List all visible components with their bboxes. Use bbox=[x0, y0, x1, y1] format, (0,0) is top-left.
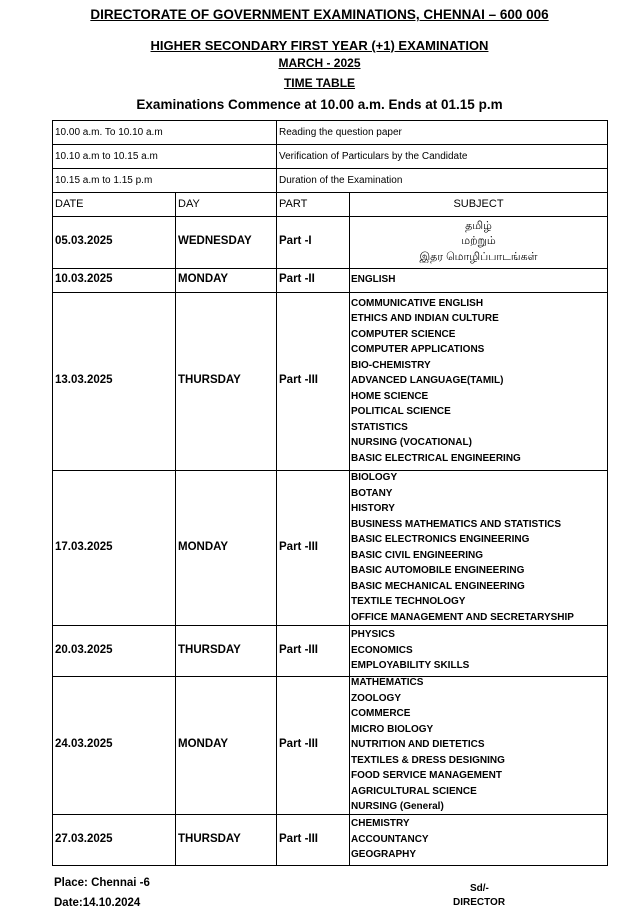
subject-item: POLITICAL SCIENCE bbox=[351, 406, 451, 418]
subject-item: இதர மொழிப்பாடங்கள் bbox=[419, 250, 538, 263]
subject-item: COMPUTER SCIENCE bbox=[351, 328, 456, 340]
subject-item: COMPUTER APPLICATIONS bbox=[351, 344, 485, 356]
subject-item: BASIC AUTOMOBILE ENGINEERING bbox=[351, 565, 525, 576]
exam-date: 20.03.2025 bbox=[55, 643, 113, 656]
subject-item: BUSINESS MATHEMATICS AND STATISTICS bbox=[351, 518, 561, 530]
exam-date: 13.03.2025 bbox=[55, 374, 113, 386]
table-rule bbox=[52, 865, 608, 866]
exam-part: Part -III bbox=[279, 643, 318, 656]
schedule-time: 10.00 a.m. To 10.10 a.m bbox=[55, 127, 163, 138]
table-rule bbox=[349, 192, 350, 865]
subject-item: MATHEMATICS bbox=[351, 677, 424, 689]
subject-item: ACCOUNTANCY bbox=[351, 833, 429, 845]
subject-item: TEXTILES & DRESS DESIGNING bbox=[351, 754, 505, 766]
exam-day: MONDAY bbox=[178, 273, 229, 285]
table-rule bbox=[175, 192, 176, 865]
subject-item: HISTORY bbox=[351, 503, 395, 514]
subject-item: PHYSICS bbox=[351, 629, 395, 641]
table-rule bbox=[52, 625, 608, 626]
subject-item: BOTANY bbox=[351, 487, 393, 499]
schedule-time: 10.15 a.m to 1.15 p.m bbox=[55, 175, 153, 186]
exam-day: WEDNESDAY bbox=[178, 235, 252, 247]
exam-date: 24.03.2025 bbox=[55, 738, 113, 750]
subject-item: COMMERCE bbox=[351, 708, 411, 720]
subject-item: MICRO BIOLOGY bbox=[351, 723, 434, 735]
date-label: Date:14.10.2024 bbox=[54, 897, 141, 909]
signature-sd: Sd/- bbox=[470, 883, 489, 894]
column-header-subject: SUBJECT bbox=[453, 198, 504, 210]
subject-item: BIOLOGY bbox=[351, 472, 398, 483]
exam-date: 17.03.2025 bbox=[55, 540, 113, 553]
table-rule bbox=[52, 120, 608, 121]
table-rule bbox=[52, 192, 608, 193]
column-header-date: DATE bbox=[55, 198, 84, 210]
table-rule bbox=[52, 676, 608, 677]
subject-item: ZOOLOGY bbox=[351, 692, 401, 704]
subject-item: ENGLISH bbox=[351, 274, 396, 286]
subject-item: BASIC ELECTRICAL ENGINEERING bbox=[351, 452, 521, 464]
subject-item: BASIC CIVIL ENGINEERING bbox=[351, 549, 484, 561]
subject-item: ETHICS AND INDIAN CULTURE bbox=[351, 313, 499, 325]
table-rule bbox=[52, 268, 608, 269]
exam-part: Part -I bbox=[279, 235, 312, 247]
subject-item: COMMUNICATIVE ENGLISH bbox=[351, 297, 484, 309]
table-rule bbox=[52, 144, 608, 145]
timetable bbox=[52, 120, 608, 865]
table-rule bbox=[52, 168, 608, 169]
exam-part: Part -III bbox=[279, 738, 318, 750]
exam-date: 27.03.2025 bbox=[55, 832, 113, 845]
exam-day: MONDAY bbox=[178, 540, 229, 553]
subject-item: STATISTICS bbox=[351, 421, 408, 433]
subject-item: CHEMISTRY bbox=[351, 818, 410, 830]
exam-day: THURSDAY bbox=[178, 643, 241, 656]
subject-item: NURSING (General) bbox=[351, 801, 444, 813]
schedule-activity: Verification of Particulars by the Candidate bbox=[279, 151, 468, 162]
subject-item: FOOD SERVICE MANAGEMENT bbox=[351, 770, 502, 782]
subject-item: தமிழ் bbox=[465, 219, 492, 232]
column-header-part: PART bbox=[279, 198, 308, 210]
exam-part: Part -III bbox=[279, 374, 318, 386]
exam-part: Part -III bbox=[279, 832, 318, 845]
subject-item: AGRICULTURAL SCIENCE bbox=[351, 785, 477, 797]
exam-day: THURSDAY bbox=[178, 832, 241, 845]
subject-item: ADVANCED LANGUAGE(TAMIL) bbox=[351, 375, 504, 387]
table-rule bbox=[52, 292, 608, 293]
subject-item: GEOGRAPHY bbox=[351, 849, 417, 861]
table-rule bbox=[52, 120, 53, 865]
subject-item: HOME SCIENCE bbox=[351, 390, 429, 402]
table-rule bbox=[52, 216, 608, 217]
subject-item: TEXTILE TECHNOLOGY bbox=[351, 596, 466, 607]
exam-part: Part -III bbox=[279, 540, 318, 553]
table-rule bbox=[52, 470, 608, 471]
subject-item: OFFICE MANAGEMENT AND SECRETARYSHIP bbox=[351, 611, 574, 623]
schedule-activity: Reading the question paper bbox=[279, 127, 402, 138]
subject-item: NUTRITION AND DIETETICS bbox=[351, 739, 485, 751]
place-label: Place: Chennai -6 bbox=[54, 877, 150, 889]
table-rule bbox=[52, 814, 608, 815]
subject-item: BIO-CHEMISTRY bbox=[351, 359, 431, 371]
schedule-activity: Duration of the Examination bbox=[279, 175, 403, 186]
exam-title: HIGHER SECONDARY FIRST YEAR (+1) EXAMINATION bbox=[150, 38, 489, 53]
director-label: DIRECTOR bbox=[453, 897, 506, 908]
timetable-title: TIME TABLE bbox=[283, 76, 356, 90]
table-rule bbox=[276, 120, 277, 865]
subject-item: NURSING (VOCATIONAL) bbox=[351, 437, 472, 449]
schedule-time: 10.10 a.m to 10.15 a.m bbox=[55, 151, 158, 162]
subject-item: மற்றும் bbox=[461, 235, 496, 248]
subject-item: BASIC ELECTRONICS ENGINEERING bbox=[351, 534, 530, 545]
exam-timing: Examinations Commence at 10.00 a.m. Ends at 01.15 p.m bbox=[136, 97, 503, 112]
subject-item: ECONOMICS bbox=[351, 644, 413, 656]
session-title: MARCH - 2025 bbox=[278, 56, 361, 70]
exam-date: 05.03.2025 bbox=[55, 235, 113, 247]
subject-item: EMPLOYABILITY SKILLS bbox=[351, 660, 470, 672]
exam-day: THURSDAY bbox=[178, 374, 241, 386]
column-header-day: DAY bbox=[178, 198, 200, 210]
subject-item: BASIC MECHANICAL ENGINEERING bbox=[351, 580, 525, 592]
directorate-title: DIRECTORATE OF GOVERNMENT EXAMINATIONS, CHENNAI – 600 006 bbox=[90, 7, 549, 22]
exam-date: 10.03.2025 bbox=[55, 273, 113, 285]
exam-day: MONDAY bbox=[178, 738, 229, 750]
exam-part: Part -II bbox=[279, 273, 315, 285]
